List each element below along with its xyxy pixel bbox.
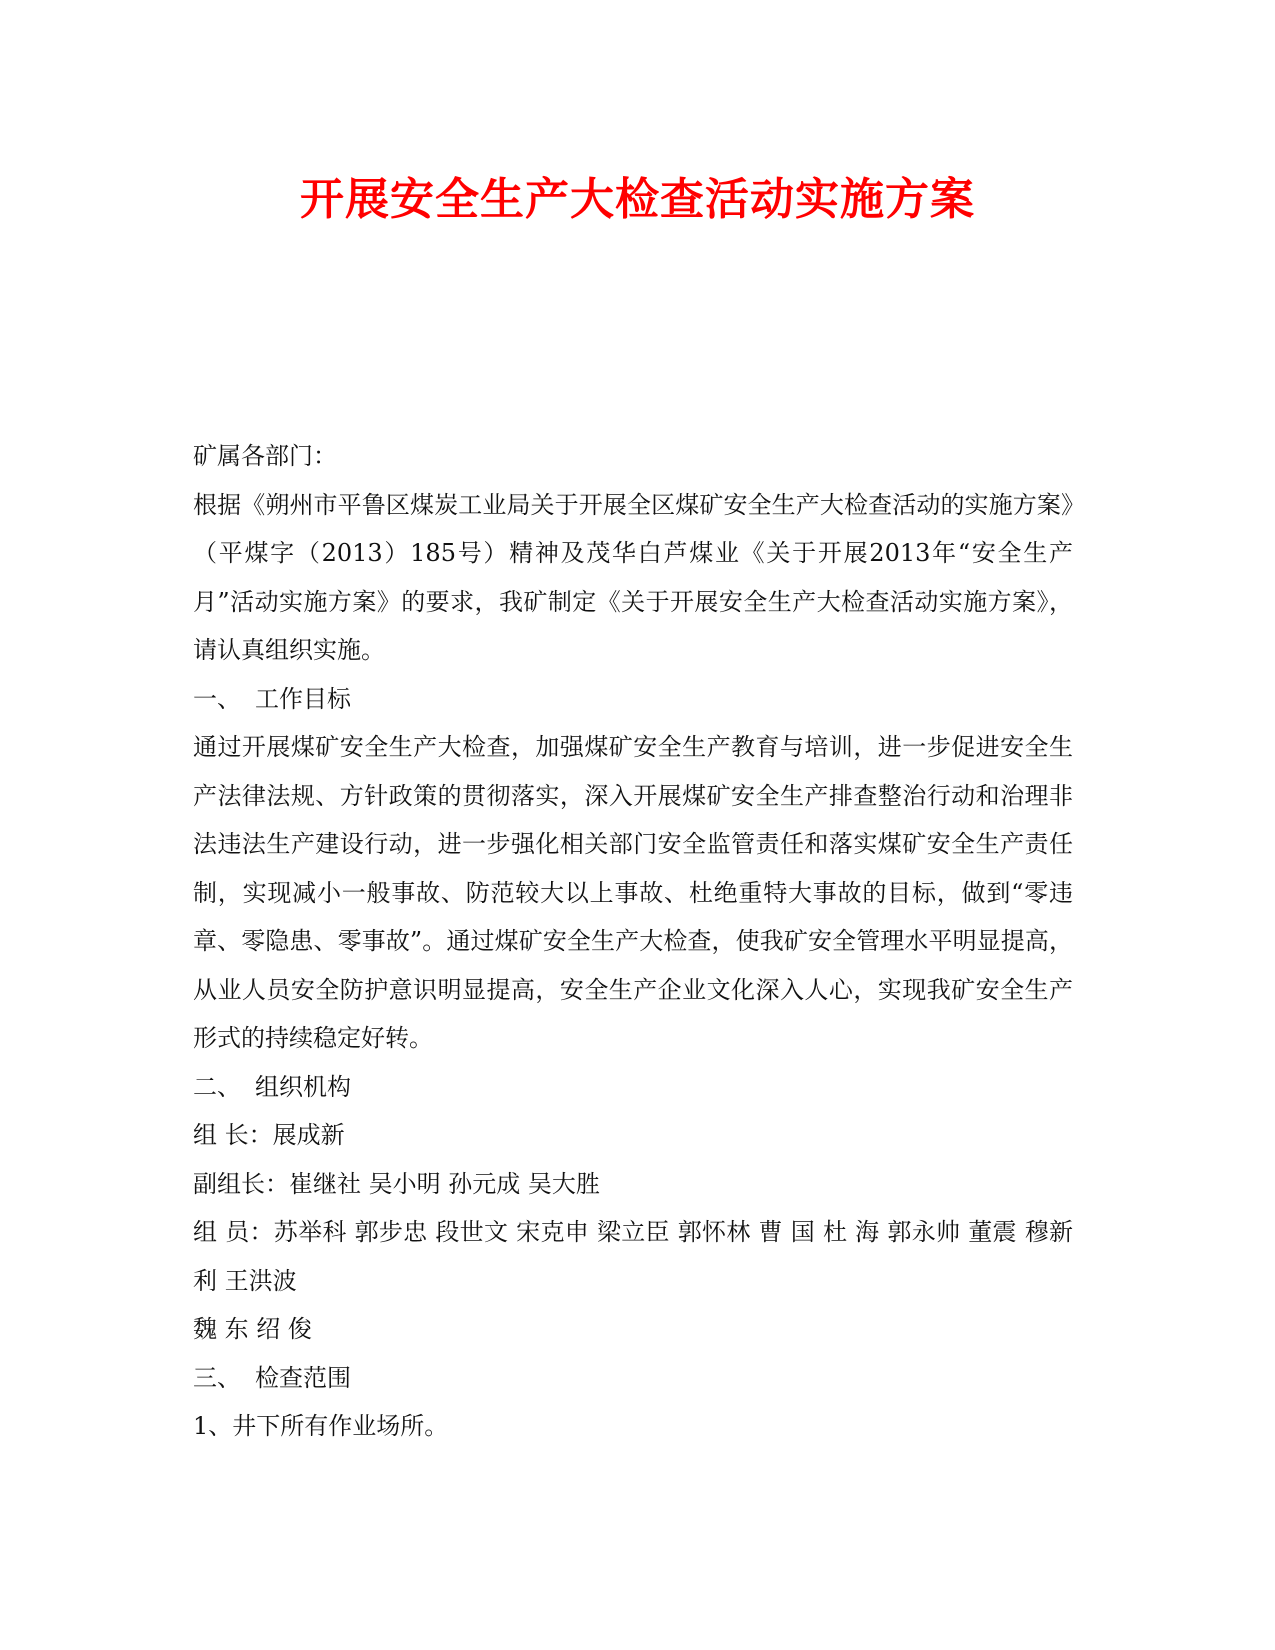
section-2-number: 二、 xyxy=(193,1072,241,1101)
scope-item-1: 1、井下所有作业场所。 xyxy=(193,1412,449,1440)
group-deputy-leaders: 副组长：崔继社 吴小明 孙元成 吴大胜 xyxy=(193,1169,600,1198)
section-3-title: 检查范围 xyxy=(255,1363,351,1392)
intro-paragraph: 根据《朔州市平鲁区煤炭工业局关于开展全区煤矿安全生产大检查活动的实施方案》（平煤字（2013）185号）精神及茂华白芦煤业《关于开展2013年“安全生产月”活动实施方案》的要求，我矿制定《关于开展安全生产大检查活动实施方案》，请认真组织实施。 xyxy=(193,490,1073,664)
document-body xyxy=(193,432,1073,1451)
group-leader: 组 长：展成新 xyxy=(193,1121,345,1149)
section-3-heading xyxy=(193,1354,1073,1403)
document-title: 开展安全生产大检查活动实施方案 xyxy=(300,174,975,225)
section-1-heading xyxy=(193,675,1073,724)
salutation: 矿属各部门： xyxy=(193,442,337,470)
section-1-number: 一、 xyxy=(193,684,241,713)
section-1-title: 工作目标 xyxy=(255,684,351,713)
section-1-paragraph: 通过开展煤矿安全生产大检查，加强煤矿安全生产教育与培训，进一步促进安全生产法律法规、方针政策的贯彻落实，深入开展煤矿安全生产排查整治行动和治理非法违法生产建设行动，进一步强化相关部门安全监管责任和落实煤矿安全生产责任制，实现减小一般事故、防范较大以上事故、杜绝重特大事故的目标，做到“零违章、零隐患、零事故”。通过煤矿安全生产大检查，使我矿安全管理水平明显提高，从业人员安全防护意识明显提高，安全生产企业文化深入人心，实现我矿安全生产形式的持续稳定好转。 xyxy=(193,733,1073,1052)
group-members: 组 员：苏举科 郭步忠 段世文 宋克申 梁立臣 郭怀林 曹 国 杜 海 郭永帅 董震 穆新利 王洪波 xyxy=(193,1218,1073,1295)
section-2-heading xyxy=(193,1063,1073,1112)
section-2-title: 组织机构 xyxy=(255,1072,351,1101)
section-3-number: 三、 xyxy=(193,1363,241,1392)
group-members-extra: 魏 东 绍 俊 xyxy=(193,1315,312,1343)
